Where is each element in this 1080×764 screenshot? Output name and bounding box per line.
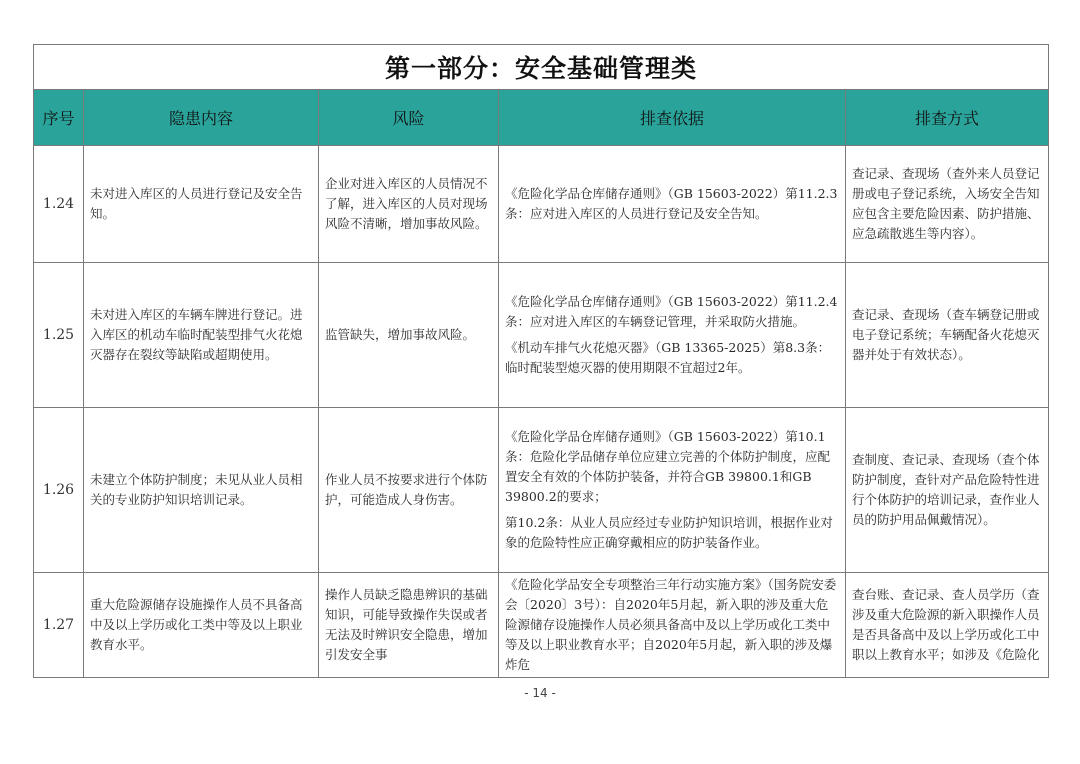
row-number: 1.25 — [34, 263, 84, 408]
hazard-cell: 重大危险源储存设施操作人员不具备高中及以上学历或化工类中等及以上职业教育水平。 — [84, 573, 319, 678]
basis-cell — [499, 573, 846, 678]
table-row — [34, 146, 1049, 263]
basis-paragraph: 第10.2条：从业人员应经过专业防护知识培训，根据作业对象的危险特性应正确穿戴相应的防护装备作业。 — [505, 515, 833, 550]
basis-cell — [499, 408, 846, 573]
header-risk: 风险 — [319, 90, 499, 146]
hazard-cell: 未对进入库区的车辆车牌进行登记。进入库区的机动车临时配装型排气火花熄灭器存在裂纹等缺陷或超期使用。 — [84, 263, 319, 408]
basis-paragraph: 《机动车排气火花熄灭器》（GB 13365-2025）第8.3条：临时配装型熄灭器的使用期限不宜超过2年。 — [505, 340, 831, 375]
row-number: 1.26 — [34, 408, 84, 573]
table-row — [34, 573, 1049, 678]
table-row — [34, 263, 1049, 408]
table-row — [34, 408, 1049, 573]
hazard-table — [33, 44, 1049, 678]
hazard-cell: 未建立个体防护制度；未见从业人员相关的专业防护知识培训记录。 — [84, 408, 319, 573]
page-number: - 14 - — [524, 686, 556, 700]
table-header-row — [34, 90, 1049, 146]
hazard-cell: 未对进入库区的人员进行登记及安全告知。 — [84, 146, 319, 263]
page-title: 第一部分：安全基础管理类 — [34, 45, 1049, 90]
header-method: 排查方式 — [846, 90, 1049, 146]
row-number: 1.24 — [34, 146, 84, 263]
header-hazard: 隐患内容 — [84, 90, 319, 146]
method-cell: 查台账、查记录、查人员学历（查涉及重大危险源的新入职操作人员是否具备高中及以上学历或化工中职以上教育水平；如涉及《危险化 — [846, 573, 1049, 678]
basis-cell — [499, 263, 846, 408]
basis-paragraph: 《危险化学品仓库储存通则》（GB 15603-2022）第11.2.4条：应对进入库区的车辆登记管理，并采取防火措施。 — [505, 294, 838, 329]
risk-cell: 操作人员缺乏隐患辨识的基础知识，可能导致操作失误或者无法及时辨识安全隐患，增加引发安全事 — [319, 573, 499, 678]
method-cell: 查记录、查现场（查车辆登记册或电子登记系统；车辆配备火花熄灭器并处于有效状态）。 — [846, 263, 1049, 408]
basis-cell — [499, 146, 846, 263]
row-number: 1.27 — [34, 573, 84, 678]
header-no: 序号 — [34, 90, 84, 146]
method-cell: 查制度、查记录、查现场（查个体防护制度，查针对产品危险特性进行个体防护的培训记录，查作业人员的防护用品佩戴情况）。 — [846, 408, 1049, 573]
basis-paragraph: 《危险化学品仓库储存通则》（GB 15603-2022）第11.2.3条：应对进入库区的人员进行登记及安全告知。 — [505, 186, 838, 221]
risk-cell: 监管缺失，增加事故风险。 — [319, 263, 499, 408]
basis-paragraph: 《危险化学品安全专项整治三年行动实施方案》（国务院安委会〔2020〕3号）：自2020年5月起，新入职的涉及重大危险源储存设施操作人员必须具备高中及以上学历或化工类中等及以上职业教育水平；自2020年5月起，新入职的涉及爆炸危 — [505, 577, 837, 672]
basis-paragraph: 《危险化学品仓库储存通则》（GB 15603-2022）第10.1条：危险化学品储存单位应建立完善的个体防护制度，应配置安全有效的个体防护装备，并符合GB 39800.1和GB 39800.2的要求； — [505, 429, 831, 504]
method-cell: 查记录、查现场（查外来人员登记册或电子登记系统，入场安全告知应包含主要危险因素、防护措施、应急疏散逃生等内容）。 — [846, 146, 1049, 263]
risk-cell: 企业对进入库区的人员情况不了解，进入库区的人员对现场风险不清晰，增加事故风险。 — [319, 146, 499, 263]
header-basis: 排查依据 — [499, 90, 846, 146]
risk-cell: 作业人员不按要求进行个体防护，可能造成人身伤害。 — [319, 408, 499, 573]
